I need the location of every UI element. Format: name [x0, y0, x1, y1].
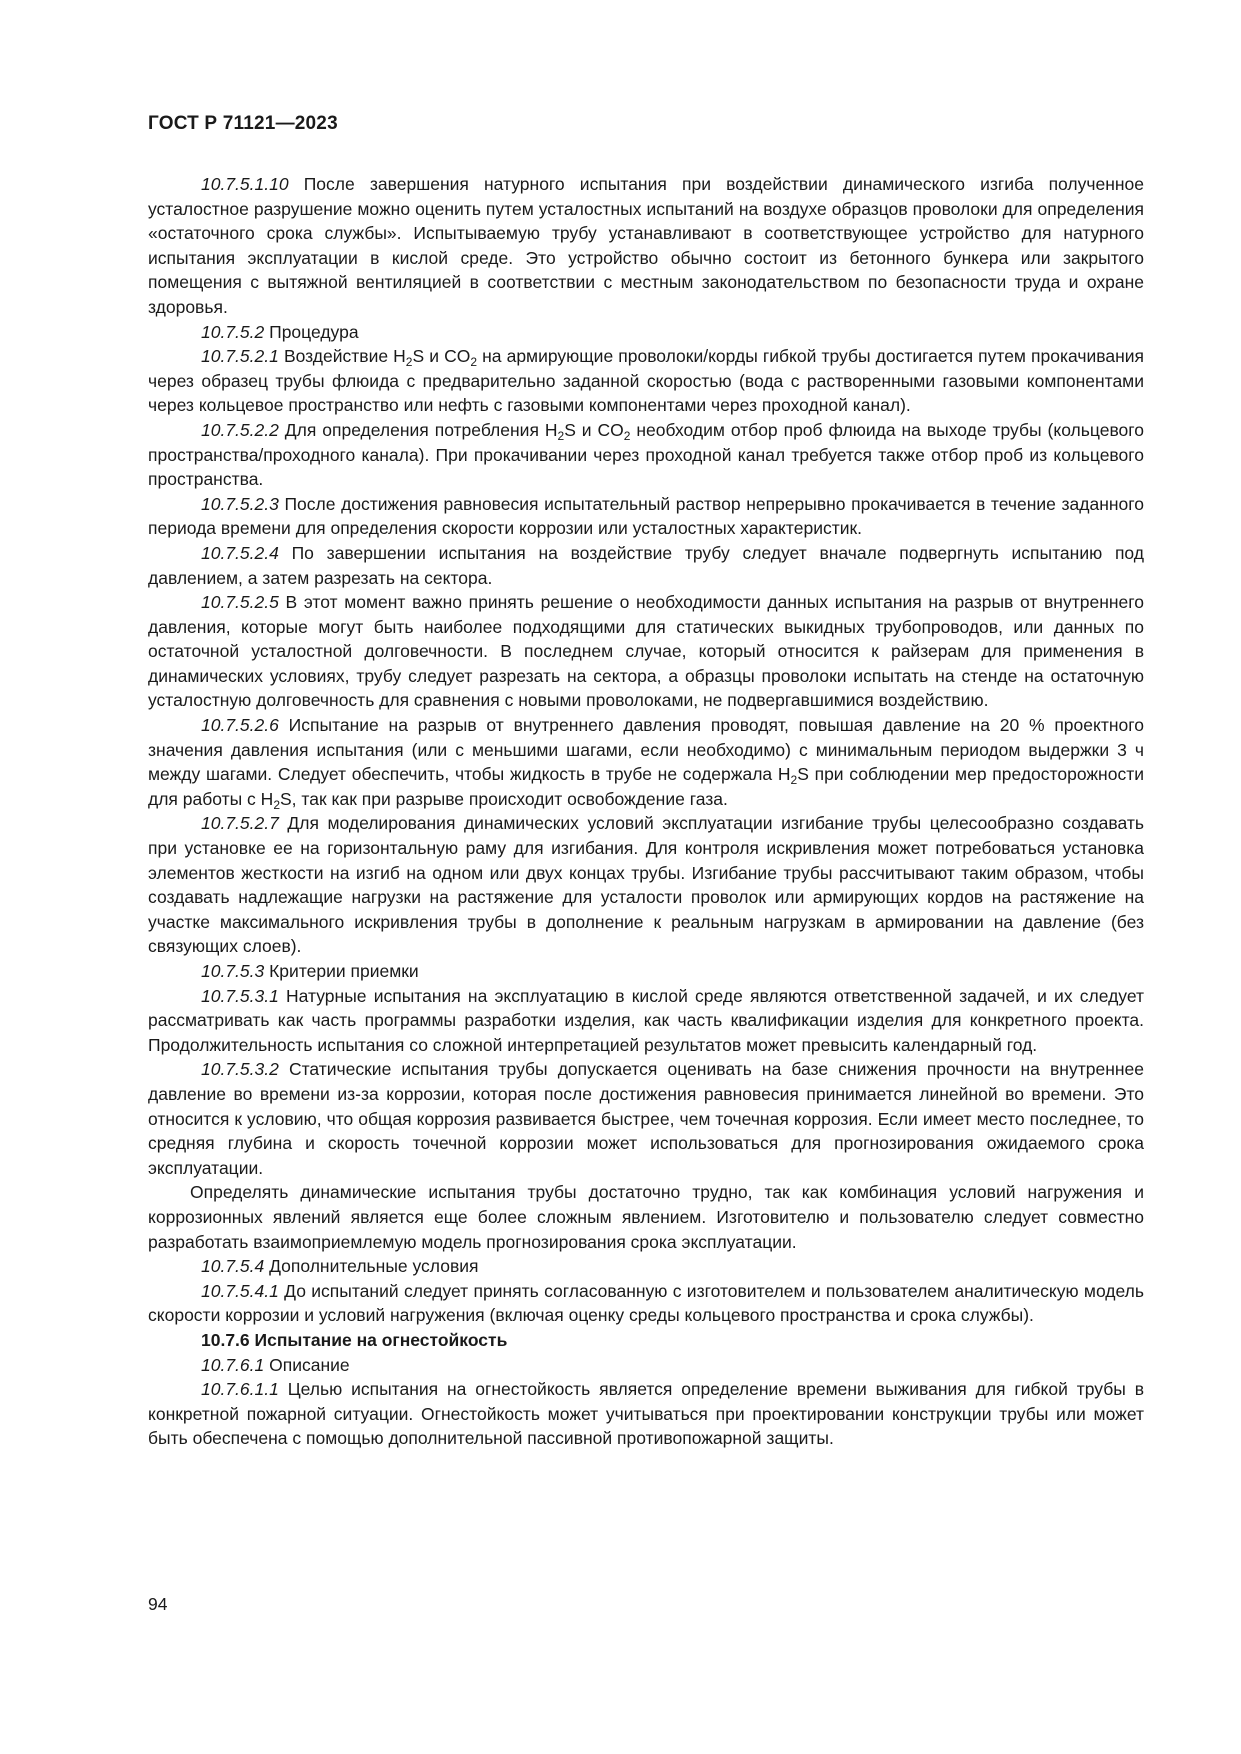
section-heading-10-7-6: 10.7.6 Испытание на огнестойкость	[201, 1329, 508, 1350]
page-number: 94	[148, 1594, 168, 1614]
document-page	[148, 0, 1144, 1754]
paragraph-10-7-5-2-4: 10.7.5.2.4 По завершении испытания на воздействие трубу следует вначале подвергнуть испытанию под давлением, а затем разрезать на сектора.	[148, 542, 1144, 588]
paragraph-10-7-5-2-3: 10.7.5.2.3 После достижения равновесия испытательный раствор непрерывно прокачивается в течение заданного периода времени для определения скорости коррозии или усталостных характеристик.	[148, 493, 1144, 539]
paragraph-10-7-5-3-1: 10.7.5.3.1 Натурные испытания на эксплуатацию в кислой среде являются ответственной задачей, и их следует рассматривать как часть программы разработки изделия, как часть квалификации изделия для конкретного проекта. Продолжительность испытания со сложной интерпретацией результатов может превысить календарный год.	[148, 985, 1144, 1055]
paragraph-10-7-5-4-1: 10.7.5.4.1 До испытаний следует принять согласованную с изготовителем и пользователем аналитическую модель скорости коррозии и условий нагружения (включая оценку среды кольцевого пространства и срока службы).	[148, 1280, 1144, 1326]
paragraph-10-7-5-4: 10.7.5.4 Дополнительные условия	[201, 1256, 479, 1277]
paragraph-10-7-5-2-1: 10.7.5.2.1 Воздействие $H_2S$ и $CO_2$ на армирующие проволоки/корды гибкой трубы достигается путем прокачивания через образец трубы флюида с предварительно заданной скоростью (вода с растворенными газовыми компонентами через кольцевое пространство или нефть с газовыми компонентами через проходной канал).	[148, 346, 1145, 416]
paragraph-10-7-5-3-2: 10.7.5.3.2 Статические испытания трубы допускается оценивать на базе снижения прочности на внутреннее давление во времени из-за коррозии, которая после достижения равновесия принимается линейной во времени. Это относится к условию, что общая коррозия развивается быстрее, чем точечная коррозия. Если имеет место последнее, то средняя глубина и скорость точечной коррозии может использоваться для прогнозирования ожидаемого срока эксплуатации.	[148, 1059, 1144, 1178]
document-body	[148, 172, 1144, 1451]
paragraph-10-7-5-2: 10.7.5.2 Процедура	[201, 321, 359, 342]
paragraph-10-7-5-2-6: 10.7.5.2.6 Испытание на разрыв от внутреннего давления проводят, повышая давление на 20 % проектного значения давления испытания (или с меньшими шагами, если необходимо) с минимальным периодом выдержки 3 ч между шагами. Следует обеспечить, чтобы жидкость в трубе не содержала $H_2S$ при соблюдении мер предосторожности для работы с $H_2S$, так как при разрыве происходит освобождение газа.	[148, 715, 1144, 812]
paragraph-10-7-5-2-5: 10.7.5.2.5 В этот момент важно принять решение о необходимости данных испытания на разрыв от внутреннего давления, которые могут быть наиболее подходящими для статических выкидных трубопроводов, или данных по остаточной усталостной долговечности. В последнем случае, который относится к райзерам для применения в динамических условиях, трубу следует разрезать на сектора, а образцы проволоки испытать на стенде на остаточную усталостную долговечность для сравнения с новыми проволоками, не подвергавшимися воздействию.	[148, 592, 1144, 711]
paragraph-10-7-5-1-10: 10.7.5.1.10 После завершения натурного испытания при воздействии динамического изгиба полученное усталостное разрушение можно оценить путем усталостных испытаний на воздухе образцов проволоки для определения «остаточного срока службы». Испытываемую трубу устанавливают в соответствующее устройство для натурного испытания эксплуатации в кислой среде. Это устройство обычно состоит из бетонного бункера или закрытого помещения с вытяжной вентиляцией в соответствии с местным законодательством по безопасности труда и охране здоровья.	[148, 174, 1144, 317]
paragraph-10-7-5-3: 10.7.5.3 Критерии приемки	[201, 961, 419, 981]
paragraph-10-7-6-1-1: 10.7.6.1.1 Целью испытания на огнестойкость является определение времени выживания для гибкой трубы в конкретной пожарной ситуации. Огнестойкость может учитываться при проектировании конструкции трубы или может быть обеспечена с помощью дополнительной пассивной противопожарной защиты.	[148, 1379, 1144, 1449]
paragraph-10-7-5-2-2: 10.7.5.2.2 Для определения потребления $H_2S$ и $CO_2$ необходим отбор проб флюида на выходе трубы (кольцевого пространства/проходного канала). При прокачивании через проходной канал требуется также отбор проб из кольцевого пространства.	[148, 419, 1145, 490]
paragraph-10-7-6-1: 10.7.6.1 Описание	[201, 1354, 350, 1375]
document-header: ГОСТ Р 71121—2023	[148, 113, 338, 134]
paragraph-dynamic-tests: Определять динамические испытания трубы достаточно трудно, так как комбинация условий нагружения и коррозионных явлений является еще более сложным явлением. Изготовителю и пользователю следует совместно разработать взаимоприемлемую модель прогнозирования срока эксплуатации.	[148, 1182, 1144, 1252]
paragraph-10-7-5-2-7: 10.7.5.2.7 Для моделирования динамических условий эксплуатации изгибание трубы целесообразно создавать при установке ее на горизонтальную раму для изгибания. Для контроля искривления может потребоваться установка элементов жесткости на изгиб на одном или двух концах трубы. Изгибание трубы рассчитывают таким образом, чтобы создавать надлежащие нагрузки на растяжение для усталости проволок или армирующих кордов на растяжение на участке максимального искривления трубы в дополнение к реальным нагрузкам в армировании на давление (без связующих слоев).	[148, 813, 1144, 957]
